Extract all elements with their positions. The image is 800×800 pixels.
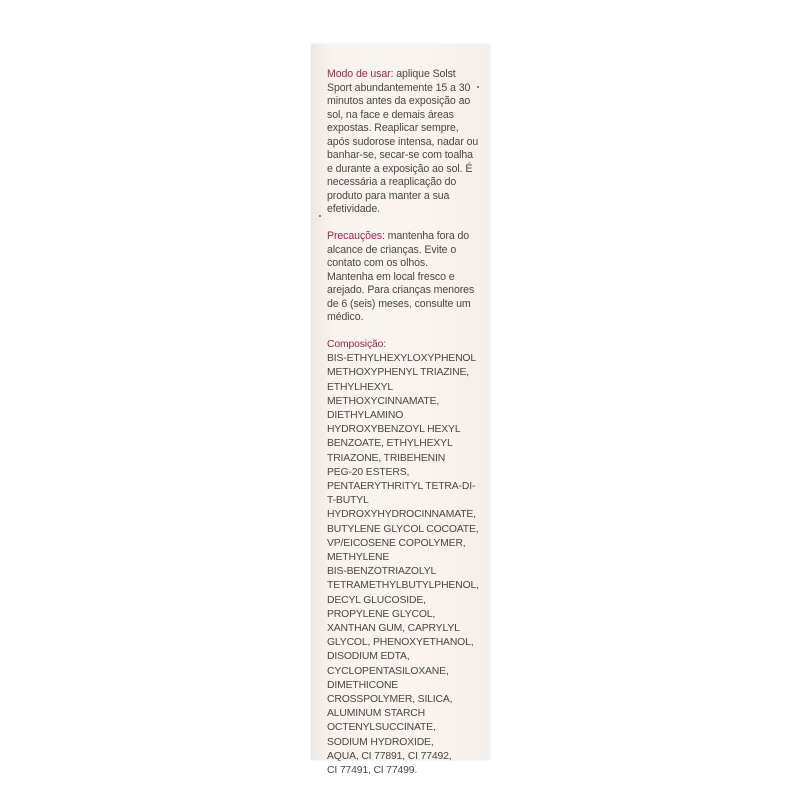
ingredient-line: PENTAERYTHRITYL TETRA-DI- bbox=[327, 481, 476, 493]
ingredient-line: ALUMINUM STARCH bbox=[327, 708, 426, 720]
ingredient-line: CI 77491, CI 77499. bbox=[327, 765, 418, 777]
ingredient-line: BENZOATE, ETHYLHEXYL bbox=[327, 438, 453, 450]
ingredient-line: HYDROXYHYDROCINNAMATE, bbox=[327, 509, 476, 521]
ingredient-line: CYCLOPENTASILOXANE, bbox=[327, 665, 449, 677]
ingredient-line: PEG-20 ESTERS, bbox=[327, 466, 410, 478]
ingredient-line: VP/EICOSENE COPOLYMER, bbox=[327, 537, 466, 549]
ingredient-line: METHYLENE bbox=[327, 552, 390, 564]
print-speck bbox=[319, 215, 321, 217]
precautions-line: de 6 (seis) meses, consulte um bbox=[327, 297, 471, 310]
ingredient-line: HYDROXYBENZOYL HEXYL bbox=[327, 424, 461, 436]
ingredient-line: BUTYLENE GLYCOL COCOATE, bbox=[327, 523, 479, 535]
ingredient-line: TRIAZONE, TRIBEHENIN bbox=[327, 452, 446, 464]
ingredient-line: DIETHYLAMINO bbox=[327, 410, 404, 422]
usage-line: expostas. Reaplicar sempre, bbox=[327, 122, 459, 134]
ingredient-line: DIMETHICONE bbox=[327, 679, 399, 691]
usage-line: necessária a reaplicação do bbox=[327, 176, 457, 188]
ingredient-line: OCTENYLSUCCINATE, bbox=[327, 722, 436, 734]
usage-line: produto para manter a sua bbox=[327, 189, 450, 202]
ingredient-line: METHOXYCINNAMATE, bbox=[327, 395, 440, 407]
ingredient-line: ETHYLHEXYL bbox=[327, 381, 394, 393]
precautions-line: contato com os olhos. bbox=[327, 257, 428, 269]
usage-heading: Modo de usar: bbox=[327, 68, 394, 80]
precautions-line: alcance de crianças. Evite o bbox=[327, 243, 457, 256]
packaging-side-panel bbox=[311, 44, 490, 777]
ingredient-line: GLYCOL, PHENOXYETHANOL, bbox=[327, 637, 474, 649]
usage-line: após sudorose intensa, nadar ou bbox=[327, 135, 479, 148]
ingredient-line: SODIUM HYDROXIDE, bbox=[327, 736, 434, 748]
precautions-line: médico. bbox=[327, 311, 364, 323]
ingredient-line: DECYL GLUCOSIDE, bbox=[327, 594, 426, 606]
ingredient-line: BIS-ETHYLHEXYLOXYPHENOL bbox=[327, 353, 476, 365]
ingredient-line: T-BUTYL bbox=[327, 495, 369, 507]
usage-line: e durante a exposição ao sol. É bbox=[327, 162, 473, 175]
precautions-line: arejado. Para crianças menores bbox=[327, 284, 475, 296]
ingredient-line: BIS-BENZOTRIAZOLYL bbox=[327, 566, 437, 578]
composition-heading: Composição: bbox=[327, 339, 386, 350]
composition-section bbox=[327, 338, 485, 778]
usage-line: Modo de usar: aplique Solst bbox=[327, 68, 456, 80]
precautions-heading: Precauções: bbox=[327, 230, 385, 242]
usage-line: banhar-se, secar-se com toalha bbox=[327, 149, 473, 161]
ingredient-line: PROPYLENE GLYCOL, bbox=[327, 608, 436, 620]
usage-line: efetividade. bbox=[327, 203, 380, 215]
usage-line: Sport abundantemente 15 a 30 bbox=[327, 81, 471, 94]
usage-line: sol, na face e demais áreas bbox=[327, 108, 454, 121]
precautions-line: Mantenha em local fresco e bbox=[327, 270, 455, 283]
ingredient-line: TETRAMETHYLBUTYLPHENOL, bbox=[327, 580, 479, 592]
ingredient-line: CROSSPOLYMER, SILICA, bbox=[327, 694, 453, 706]
ingredient-line: DISODIUM EDTA, bbox=[327, 651, 410, 663]
ingredient-line: XANTHAN GUM, CAPRYLYL bbox=[327, 623, 460, 635]
usage-section bbox=[327, 68, 485, 217]
precautions-line: Precauções: mantenha fora do bbox=[327, 230, 470, 242]
ingredient-line: METHOXYPHENYL TRIAZINE, bbox=[327, 367, 470, 379]
usage-line: minutos antes da exposição ao bbox=[327, 95, 471, 107]
precautions-section bbox=[327, 230, 485, 325]
ingredient-line: AQUA, CI 77891, CI 77492, bbox=[327, 750, 452, 762]
panel-text-block bbox=[327, 68, 485, 792]
